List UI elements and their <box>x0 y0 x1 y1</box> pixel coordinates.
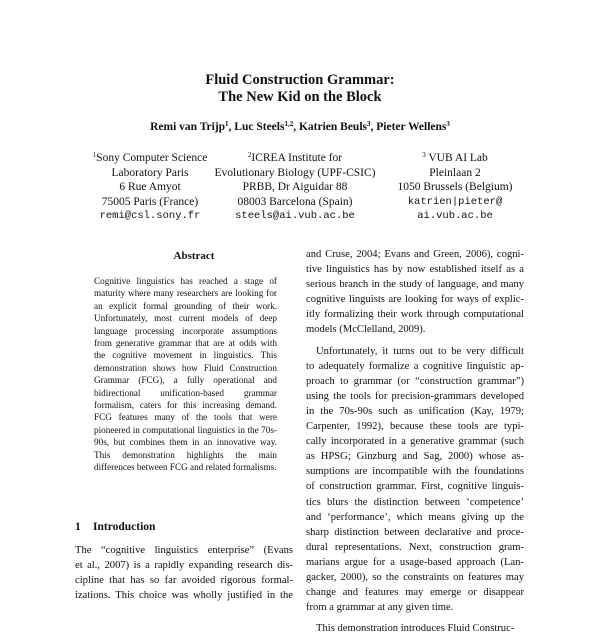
author-list <box>0 120 600 134</box>
section-heading: 1 Introduction <box>75 521 156 533</box>
text-line: Unfortunately, it turns out to be very difficult <box>316 345 524 357</box>
email-address: steels@ai.vub.ac.be <box>235 210 355 222</box>
text-line: dural representations. Next, construction gram- <box>306 541 524 553</box>
text-line: and Cruse, 2004; Evans and Green, 2006), cogni- <box>306 249 524 260</box>
text-line: models (McClelland, 2009). <box>306 324 426 336</box>
abstract-text: Cognitive linguistics has reached a stage of maturity where many researchers are looking for an explicit formal grounding of their work. Unfortunately, most current models of deep language processing incorporate assumptions from generative grammar that are at odds with the cognitive movement in linguistics. This demonstration shows how Fluid Construction Grammar (FCG), a fully operational and bidirectional unification-based grammar formalism, caters for this increasing demand. FCG features many of the tools that were pioneered in computational linguistics in the 70s-90s, but combines them in an innovative way. This demonstration highlights the main differences between FCG and related formalisms. <box>94 276 277 473</box>
text-line: Carpenter, 1992), because these tools are typi- <box>306 421 524 433</box>
author: Remi van Trijp$^1$, <box>150 120 235 133</box>
text-line: of construction grammar. First, cognitive linguis- <box>306 481 524 493</box>
text-line: as HPSG; Ginzburg and Sag, 2000) whose as- <box>306 451 524 463</box>
text-line: tive linguistics has by now established itself as a <box>306 264 524 276</box>
email-address: katrien|pieter@ <box>407 195 503 208</box>
text-line: tics blurs the distinction between ‘competence’ <box>306 496 524 508</box>
abstract-heading: Abstract <box>173 250 215 262</box>
affiliation-1: $^1$Sony Computer Science Laboratory Paris 6 Rue Amyot 75005 Paris (France) remi@csl.sony.fr <box>70 151 230 224</box>
text-line: and ‘performance’, which means giving up the <box>306 511 524 523</box>
text-line: serious branch in the study of language, and many <box>306 279 524 291</box>
text-line: izations. This choice was wholly justified in the <box>75 590 293 602</box>
email-address: remi@csl.sony.fr <box>99 210 201 222</box>
text-line: marians argue for a usage-based approach (Lan- <box>306 556 524 568</box>
text-line: in the 70s-90s such as unification (Kay, 1979; <box>306 405 524 417</box>
left-column-text <box>75 543 293 603</box>
text-line: cipline that has so far avoided rigorous formal- <box>75 575 293 587</box>
text-line: using the tools for precision-grammars developed <box>306 390 524 402</box>
text-line: from a grammar at any given time. <box>306 602 454 614</box>
text-line: cognitive linguists are looking for ways of explic- <box>306 294 524 306</box>
text-line: et al., 2007) is a rapidly expanding research dis- <box>75 560 293 572</box>
affiliation-2: $^2$ICREA Institute for Evolutionary Biology (UPF-CSIC) PRBB, Dr Aiguidar 88 08003 Barcelona (Spain) steels@ai.vub.ac.be <box>205 151 385 224</box>
text-line: to adequately formalize a cognitive linguistic ap- <box>306 360 524 372</box>
author: Luc Steels$^{1,2}$, <box>234 120 299 133</box>
text-line: sharp distinction between declarative and proce- <box>306 526 524 538</box>
text-line: proach to grammar (or “construction grammar”) <box>306 375 524 387</box>
author: Pieter Wellens$^3$ <box>376 120 450 133</box>
paper-title-line-2: The New Kid on the Block <box>218 89 382 105</box>
text-line: sumptions are incompatible with the foundations <box>306 466 524 478</box>
paper-title-line-1: Fluid Construction Grammar: <box>205 72 395 88</box>
text-line: This demonstration introduces Fluid Construc- <box>316 623 515 635</box>
author: Katrien Beuls$^3$, <box>298 120 377 133</box>
text-line: gacker, 2000), so the constraints on features may <box>306 571 524 583</box>
right-column-text <box>306 247 524 636</box>
text-line: itly formalizing their work through computational <box>306 309 524 321</box>
text-line: The “cognitive linguistics enterprise” (Evans <box>75 545 293 556</box>
text-line: change and features may emerge or disappear <box>306 587 524 599</box>
text-line: cally incorporated in a generative grammar (such <box>306 436 524 448</box>
email-address: ai.vub.ac.be <box>417 210 493 222</box>
affiliation-3: $^3$ VUB AI Lab Pleinlaan 2 1050 Brussels (Belgium) katrien|pieter@ ai.vub.ac.be <box>385 151 525 224</box>
